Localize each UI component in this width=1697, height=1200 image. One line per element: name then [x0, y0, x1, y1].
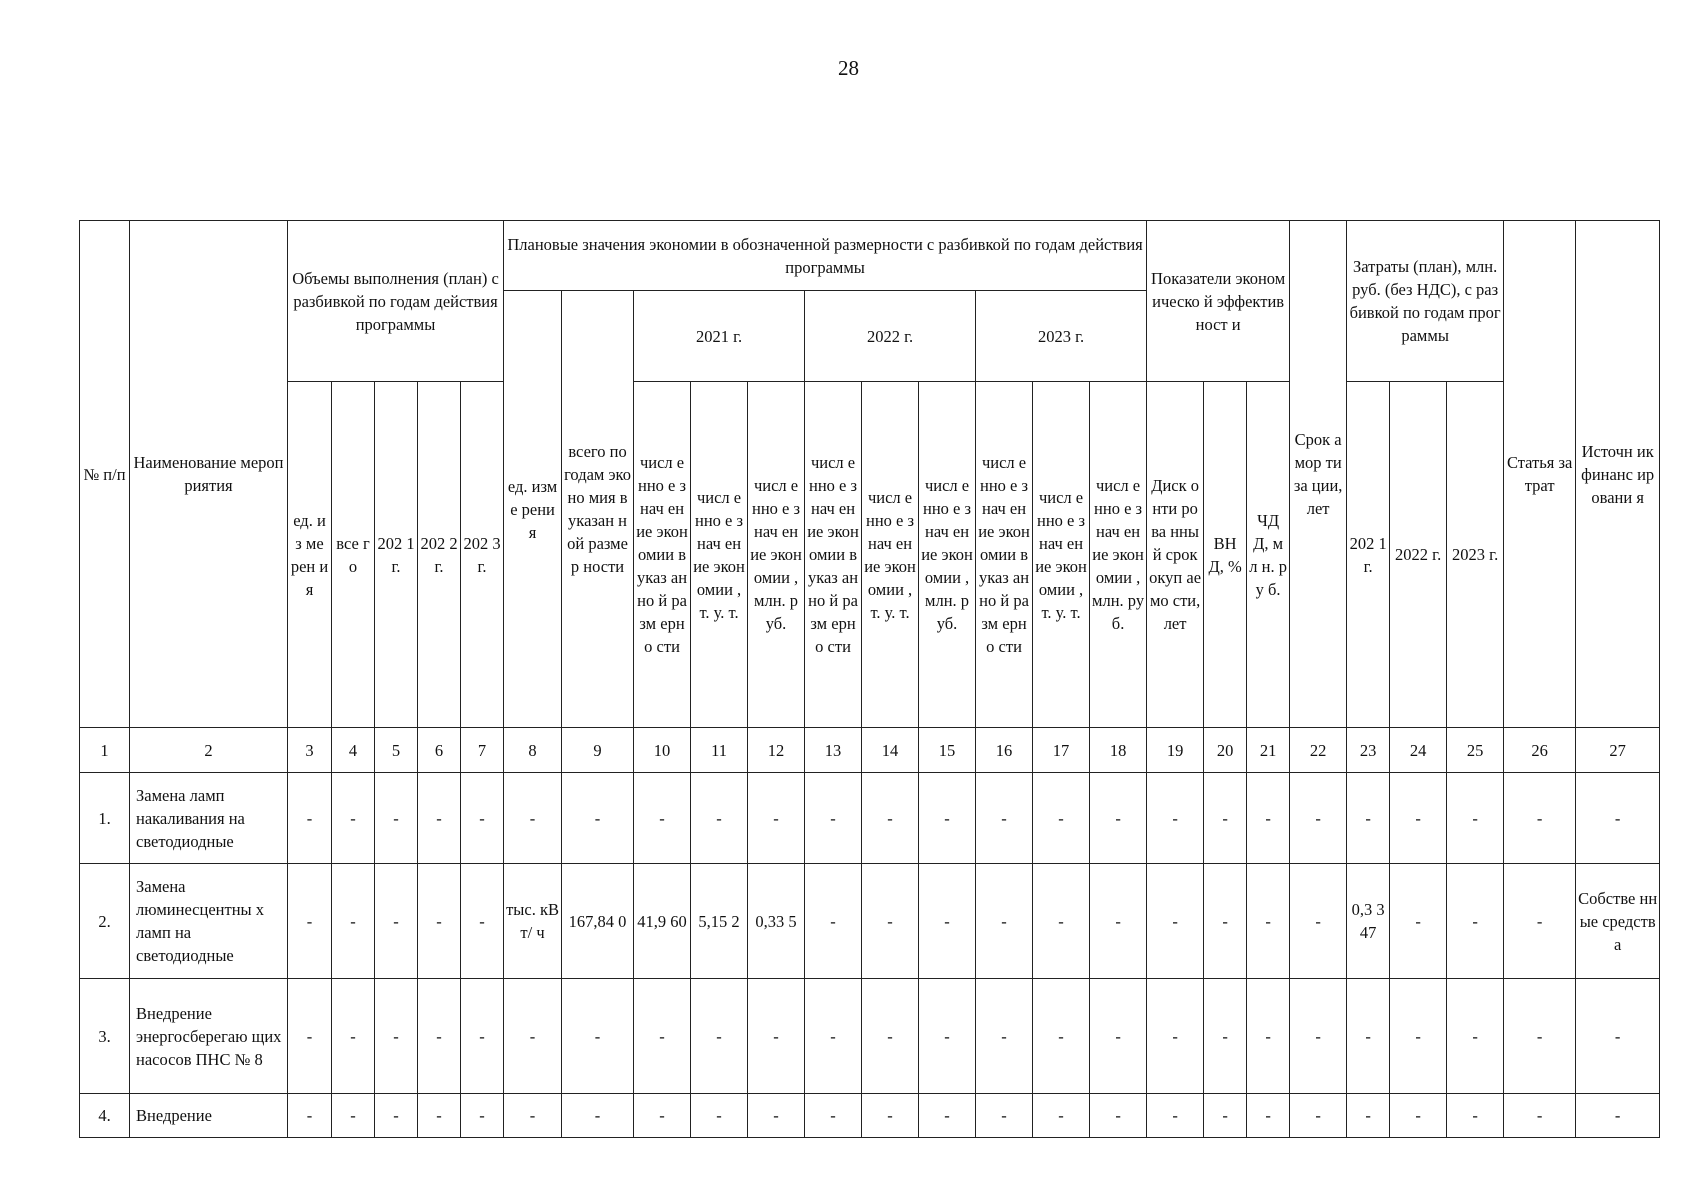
table-cell: - [1290, 773, 1347, 864]
table-cell: - [418, 864, 461, 979]
table-cell: - [1204, 1094, 1247, 1138]
table-cell: - [461, 864, 504, 979]
column-number-cell: 13 [805, 728, 862, 773]
header-costs-group: Затраты (план), млн. руб. (без НДС), с разбивкой по годам программы [1347, 221, 1504, 382]
table-cell: - [1504, 979, 1576, 1094]
column-number-cell: 10 [634, 728, 691, 773]
header-volumes-2022: 202 2 г. [418, 382, 461, 728]
row-number-cell: 3. [80, 979, 130, 1094]
header-2023-savings-rub: числ енно е знач ение экон омии , млн. руб. [1090, 382, 1147, 728]
column-number-cell: 4 [332, 728, 375, 773]
table-cell: - [1147, 979, 1204, 1094]
table-cell: - [288, 979, 332, 1094]
header-savings-unit: ед. изме рени я [504, 291, 562, 728]
table-cell: - [1147, 1094, 1204, 1138]
table-cell: - [562, 979, 634, 1094]
column-number-cell: 22 [1290, 728, 1347, 773]
table-cell: - [1347, 979, 1390, 1094]
header-2021-savings-unit: числ енно е знач ение экон омии в указ анно й разм ерно сти [634, 382, 691, 728]
table-row [80, 773, 1660, 864]
column-number-cell: 24 [1390, 728, 1447, 773]
table-cell: - [1090, 773, 1147, 864]
header-article: Статья затрат [1504, 221, 1576, 728]
table-cell: - [1447, 773, 1504, 864]
table-cell: - [634, 1094, 691, 1138]
table-cell: - [1033, 1094, 1090, 1138]
table-cell: - [805, 979, 862, 1094]
table-cell: - [1290, 864, 1347, 979]
table-cell: - [332, 979, 375, 1094]
table-cell: - [634, 773, 691, 864]
table-cell: - [1147, 864, 1204, 979]
header-volumes-2021: 202 1 г. [375, 382, 418, 728]
header-2023-savings-tut: числ енно е знач ение экон омии , т. у. т. [1033, 382, 1090, 728]
column-number-cell: 6 [418, 728, 461, 773]
table-cell: Собстве нные средств а [1576, 864, 1660, 979]
column-number-cell: 12 [748, 728, 805, 773]
table-cell: - [288, 1094, 332, 1138]
table-cell: - [1504, 773, 1576, 864]
row-number-cell: 1. [80, 773, 130, 864]
table-cell: 0,3 347 [1347, 864, 1390, 979]
header-costs-2021: 202 1 г. [1347, 382, 1390, 728]
header-volumes-unit: ед. из ме рен ия [288, 382, 332, 728]
header-costs-2022: 2022 г. [1390, 382, 1447, 728]
table-cell: - [332, 864, 375, 979]
header-year-2021: 2021 г. [634, 291, 805, 382]
column-number-cell: 16 [976, 728, 1033, 773]
header-2021-savings-rub: числ енно е знач ение экон омии , млн. руб. [748, 382, 805, 728]
header-2022-savings-rub: числ енно е знач ение экон омии , млн. руб. [919, 382, 976, 728]
table-cell: - [332, 773, 375, 864]
table-cell: - [691, 979, 748, 1094]
table-cell: - [805, 773, 862, 864]
table-cell: - [1033, 979, 1090, 1094]
table-cell: 41,9 60 [634, 864, 691, 979]
table-cell: - [919, 1094, 976, 1138]
measure-name-cell: Внедрение энергосберегаю щих насосов ПНС № 8 [130, 979, 288, 1094]
column-number-cell: 3 [288, 728, 332, 773]
table-cell: - [919, 864, 976, 979]
column-number-cell: 25 [1447, 728, 1504, 773]
table-cell: - [461, 979, 504, 1094]
header-row-1 [80, 221, 1660, 291]
table-cell: - [461, 773, 504, 864]
table-cell: - [1204, 979, 1247, 1094]
table-cell: - [748, 979, 805, 1094]
header-year-2022: 2022 г. [805, 291, 976, 382]
table-cell: - [805, 1094, 862, 1138]
table-cell: - [1576, 1094, 1660, 1138]
column-number-cell: 26 [1504, 728, 1576, 773]
column-number-cell: 14 [862, 728, 919, 773]
table-cell: - [1090, 1094, 1147, 1138]
measure-name-cell: Замена ламп накаливания на светодиодные [130, 773, 288, 864]
column-number-cell: 2 [130, 728, 288, 773]
header-costs-2023: 2023 г. [1447, 382, 1504, 728]
table-cell: - [504, 1094, 562, 1138]
table-cell: - [1033, 773, 1090, 864]
table-cell: - [691, 773, 748, 864]
table-cell: - [504, 979, 562, 1094]
table-cell: - [634, 979, 691, 1094]
table-cell: - [418, 979, 461, 1094]
table-cell: - [1390, 773, 1447, 864]
table-cell: - [562, 773, 634, 864]
table-cell: тыс. кВт/ ч [504, 864, 562, 979]
table-cell: - [1090, 979, 1147, 1094]
table-cell: - [862, 1094, 919, 1138]
header-volumes-2023: 202 3 г. [461, 382, 504, 728]
table-cell: - [976, 979, 1033, 1094]
column-number-cell: 23 [1347, 728, 1390, 773]
column-number-cell: 19 [1147, 728, 1204, 773]
table-cell: - [1347, 1094, 1390, 1138]
table-row [80, 1094, 1660, 1138]
header-discounted-payback: Диск онти рова нны й срок окуп аемо сти, лет [1147, 382, 1204, 728]
table-cell: - [1247, 1094, 1290, 1138]
column-number-cell: 18 [1090, 728, 1147, 773]
table-row [80, 979, 1660, 1094]
table-cell: - [1447, 864, 1504, 979]
table-cell: - [1147, 773, 1204, 864]
table-cell: - [1576, 979, 1660, 1094]
table-cell: - [418, 1094, 461, 1138]
table-cell: - [288, 864, 332, 979]
column-number-cell: 21 [1247, 728, 1290, 773]
header-2021-savings-tut: числ енно е знач ение экон омии , т. у. т. [691, 382, 748, 728]
table-cell: - [976, 773, 1033, 864]
table-cell: - [862, 979, 919, 1094]
program-plan-table [79, 220, 1660, 1138]
table-cell: 167,84 0 [562, 864, 634, 979]
table-row [80, 864, 1660, 979]
column-number-cell: 8 [504, 728, 562, 773]
header-year-2023: 2023 г. [976, 291, 1147, 382]
table-cell: - [1033, 864, 1090, 979]
row-number-cell: 2. [80, 864, 130, 979]
table-cell: - [375, 773, 418, 864]
table-cell: - [375, 864, 418, 979]
table-cell: - [562, 1094, 634, 1138]
column-number-cell: 17 [1033, 728, 1090, 773]
table-cell: - [805, 864, 862, 979]
table-cell: - [1090, 864, 1147, 979]
table-cell: - [1290, 979, 1347, 1094]
table-cell: - [1247, 864, 1290, 979]
table-cell: - [1290, 1094, 1347, 1138]
table-cell: - [691, 1094, 748, 1138]
table-cell: - [919, 979, 976, 1094]
column-number-cell: 27 [1576, 728, 1660, 773]
table-cell: - [418, 773, 461, 864]
header-source: Источн ик финанс ировани я [1576, 221, 1660, 728]
table-cell: - [375, 1094, 418, 1138]
header-2023-savings-unit: числ енно е знач ение экон омии в указ анно й разм ерно сти [976, 382, 1033, 728]
header-irr: ВН Д, % [1204, 382, 1247, 728]
table-cell: - [1390, 1094, 1447, 1138]
header-efficiency-group: Показатели экономическо й эффективност и [1147, 221, 1290, 382]
table-cell: - [375, 979, 418, 1094]
table-cell: - [288, 773, 332, 864]
header-volumes-total: все го [332, 382, 375, 728]
measure-name-cell: Внедрение [130, 1094, 288, 1138]
header-savings-group: Плановые значения экономии в обозначенной размерности с разбивкой по годам действия программы [504, 221, 1147, 291]
table-cell: - [1390, 979, 1447, 1094]
table-cell: - [1247, 773, 1290, 864]
table-cell: - [1347, 773, 1390, 864]
table-cell: - [504, 773, 562, 864]
column-number-cell: 7 [461, 728, 504, 773]
header-name: Наименование мероприятия [130, 221, 288, 728]
column-number-cell: 9 [562, 728, 634, 773]
table-cell: - [1204, 864, 1247, 979]
table-cell: - [1447, 979, 1504, 1094]
header-row-3 [80, 382, 1660, 728]
column-number-cell: 1 [80, 728, 130, 773]
table-cell: - [461, 1094, 504, 1138]
table-cell: - [1247, 979, 1290, 1094]
header-2022-savings-tut: числ енно е знач ение экон омии , т. у. т. [862, 382, 919, 728]
table-cell: 5,15 2 [691, 864, 748, 979]
page-number: 28 [838, 56, 859, 80]
header-2022-savings-unit: числ енно е знач ение экон омии в указ анно й разм ерно сти [805, 382, 862, 728]
header-savings-total: всего по годам эконо мия в указан ной размер ности [562, 291, 634, 728]
table-cell: - [748, 1094, 805, 1138]
table-cell: 0,33 5 [748, 864, 805, 979]
table-cell: - [332, 1094, 375, 1138]
row-number-cell: 4. [80, 1094, 130, 1138]
table-cell: - [1390, 864, 1447, 979]
header-num: № п/п [80, 221, 130, 728]
table-cell: - [976, 1094, 1033, 1138]
table-cell: - [976, 864, 1033, 979]
column-number-cell: 15 [919, 728, 976, 773]
table-cell: - [862, 773, 919, 864]
table-cell: - [1204, 773, 1247, 864]
column-number-cell: 11 [691, 728, 748, 773]
header-payback: Срок амор тиза ции, лет [1290, 221, 1347, 728]
column-number-cell: 20 [1204, 728, 1247, 773]
table-cell: - [1504, 864, 1576, 979]
column-number-cell: 5 [375, 728, 418, 773]
measure-name-cell: Замена люминесцентны х ламп на светодиодные [130, 864, 288, 979]
table-cell: - [748, 773, 805, 864]
table-cell: - [1576, 773, 1660, 864]
table-cell: - [1447, 1094, 1504, 1138]
table-cell: - [1504, 1094, 1576, 1138]
header-volumes-group: Объемы выполнения (план) с разбивкой по годам действия программы [288, 221, 504, 382]
table-cell: - [919, 773, 976, 864]
column-number-row [80, 728, 1660, 773]
header-npv: ЧД Д, мл н. ру б. [1247, 382, 1290, 728]
table-cell: - [862, 864, 919, 979]
